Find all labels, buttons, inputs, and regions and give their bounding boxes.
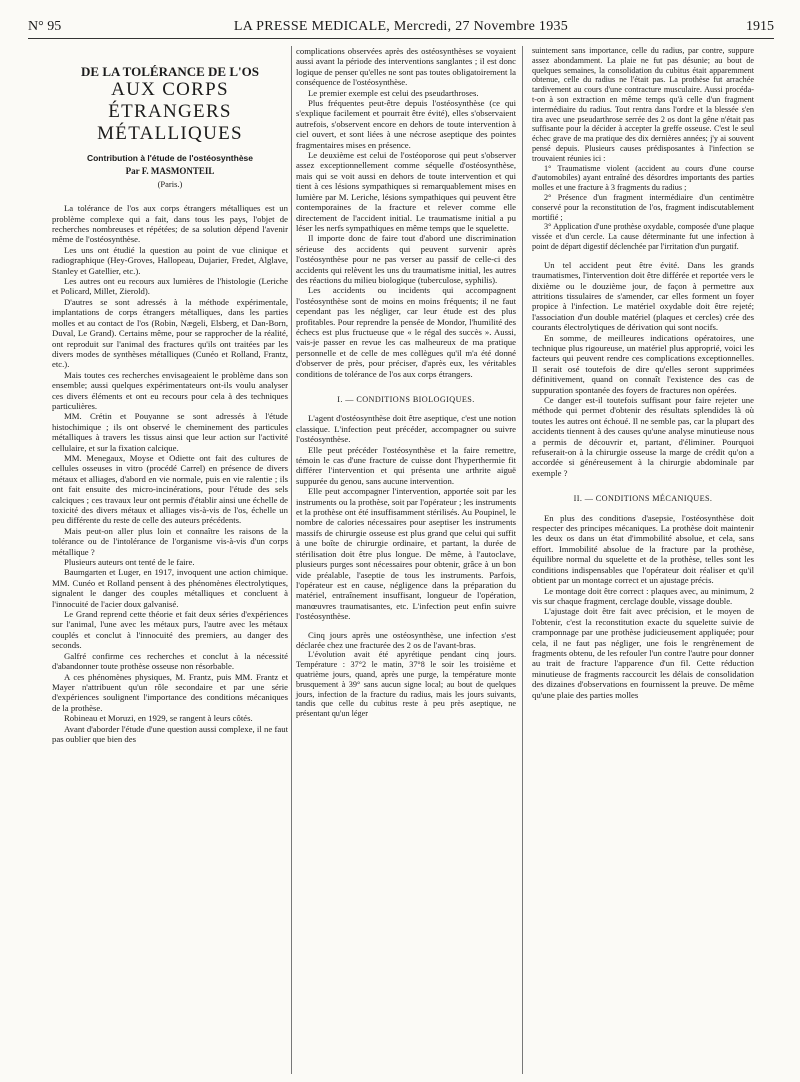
issue-number: N° 95 (28, 19, 62, 34)
paragraph: 3° Application d'une prothèse oxydable, composée d'une plaque vissée et d'un cercle. La cause déterminante fut une infection à point de départ digestif déclenchée par l'irritation d'un purgatif. (532, 222, 754, 251)
paragraph: Mais peut-on aller plus loin et connaître les raisons de la tolérance ou de l'intolérance de l'organisme vis-à-vis d'un corps métallique ? (52, 525, 288, 557)
paragraph: Avant d'aborder l'étude d'une question aussi complexe, il ne faut pas oublier que bien des (52, 723, 288, 744)
paragraph: Galfré confirme ces recherches et conclut à la nécessité d'abandonner toute prothèse osseuse non résorbable. (52, 650, 288, 672)
section-heading: I. — CONDITIONS BIOLOGIQUES. (337, 395, 475, 404)
paragraph: D'autres se sont adressés à la méthode expérimentale, implantations de corps étrangers métalliques, dans les parties molles et au contact de l'os (Robin, Nægeli, Elsberg, et Dan-Born, Duval, Le Grand). Certains même, pour se rapprocher de la réalité, ont reproduit sur l'animal des fractures qu'ils ont traitées par les divers modes de synthèses métalliques (Cunéo et Rolland, Frantz, etc.). (52, 296, 288, 370)
page-header (28, 16, 774, 39)
paragraph: MM. Crétin et Pouyanne se sont adressés à l'étude histochimique ; ils ont observé le cheminement des particules métalliques à travers les tissus ainsi que leur action sur l'activité cellulaire, et sur la fixation calcique. (52, 411, 288, 453)
paragraph: En somme, de meilleures indications opératoires, une technique plus rigoureuse, un matériel plus approprié, voici les facteurs qui peuvent rendre ces complications exceptionnelles. Il serait osé toutefois de dire qu'elles seront supprimées définitivement, quand on connaît l'existence des cas de suppuration spontanée des foyers de fractures non opérées. (532, 332, 754, 395)
column-2 (296, 46, 516, 1074)
journal-title: LA PRESSE MEDICALE, Mercredi, 27 Novembre 1935 (233, 19, 569, 34)
column-3 (532, 46, 754, 1074)
paragraph: Le deuxième est celui de l'ostéoporose qui peut s'observer assez exceptionnellement comme séquelle d'ostéosynthèse, mais qui se voit aussi en dehors de toute intervention et qui tient à ces lésions sympathiques si remarquablement mises en lumière par M. Leriche, lésions sympathiques qui peuvent être contemporaines de la fracture et relever comme elle directement de l'accident initial. Le traumatisme initial a pu léser les nerfs sympathiques en même temps que le squelette. (296, 150, 516, 233)
article-title-line-3: MÉTALLIQUES (97, 123, 243, 144)
paragraph: Cinq jours après une ostéosynthèse, une infection s'est déclarée chez une fracturée des 2 os de l'avant-bras. (296, 629, 516, 650)
paragraph: L'ajustage doit être fait avec précision, et le moyen de l'obtenir, c'est la reconstitution exacte du squelette suivie de cramponnage par une prothèse judicieusement appliquée; pour cela, il ne faut pas négliger, une fois le rengrènement de fragments obtenu, de les refouler l'un contre l'autre pour donner au trait de fracture l'apparence d'un fil. Cette réduction minutieuse de fragments raccourcit les délais de consolidation des dizaines d'observations en fournissent la preuve. De même qu'une plaie des parties molles (532, 606, 754, 700)
paragraph: Le premier exemple est celui des pseudarthroses. (308, 87, 479, 98)
paragraph: Le montage doit être correct : plaques avec, au minimum, 2 vis sur chaque fragment, cerclage double, vissage double. (532, 585, 754, 606)
article-title-line-2: AUX CORPS ÉTRANGERS (108, 79, 232, 122)
paragraph: Robineau et Moruzi, en 1929, se rangent à leurs côtés. (64, 713, 253, 724)
column-divider (522, 46, 523, 1074)
section-heading: II. — CONDITIONS MÉCANIQUES. (573, 494, 713, 504)
paragraph: Il importe donc de faire tout d'abord une discrimination sérieuse des accidents qui peuvent survenir après l'ostéosynthèse pour ne pas verser au passif de celle-ci des accidents qui relèvent les uns du traumatisme initial, les autres des réactions du milieu biologique (tuberculose, syphilis). (296, 233, 516, 285)
article-city: (Paris.) (157, 178, 183, 189)
paragraph: L'évolution avait été apyrétique pendant cinq jours. Température : 37°2 le matin, 37°8 le soir les troisième et quatrième jours, quand, après une purge, la température monte brusquement à 39° sans aucun signe local; au bout de quelques jours, infection de la fracture du radius, mais les jours suivants, tandis que celle du cubitus reste à peu près aseptique, ne présentant qu'un léger (296, 650, 516, 719)
paragraph: En plus des conditions d'asepsie, l'ostéosynthèse doit respecter des principes mécaniques. La prothèse doit maintenir les deux os dans un état d'immobilité absolue, et cela, sans effort. Immobilité absolue de la fracture par la prothèse, équilibre normal du squelette et de la prothèse, telles sont les conditions indispensables que l'opérateur doit réaliser et qu'il obtient par un montage correct et un ajustage précis. (532, 512, 754, 586)
paragraph: 2° Présence d'un fragment intermédiaire d'un centimètre conservé pour la reconstitution de l'os, fragment indiscutablement mortifié ; (532, 192, 754, 222)
paragraph: Elle peut accompagner l'intervention, apportée soit par les instruments ou la prothèse, soit par l'opérateur ; les instruments et la prothèse ont été insuffisamment stérilisés. Au Poupinel, le nombre de calories nécessaires pour aseptiser les instruments massifs de chirurgie osseuse est plus grand que celui qui suffit à une boîte de chirurgie ordinaire, et partant, la durée de stérilisation doit être plus longue. De même, à l'autoclave, plusieurs purges sont nécessaires pour obtenir, grâce à un bon vide préalable, l'aseptie de tous les instruments. Parfois, l'opérateur est en cause, négligence dans la préparation du matériel, entraînement insuffisant, longueur de l'opération, manœuvres traumatisantes, etc. L'infection peut enfin suivre l'ostéosynthèse. (296, 486, 516, 622)
page-number: 1915 (746, 19, 774, 34)
paragraph: Le Grand reprend cette théorie et fait deux séries d'expériences sur l'animal, l'une avec les métaux purs, l'autre avec les métaux couplés et conclut à l'innocuité des premiers, au danger des seconds. (52, 609, 288, 651)
paragraph: A ces phénomènes physiques, M. Frantz, puis MM. Frantz et Mayer n'attribuent qu'un rôle secondaire et par une série d'expériences soulignent l'importance des conditions mécaniques de la prothèse. (52, 671, 288, 713)
paragraph: MM. Menegaux, Moyse et Odiette ont fait des cultures de cellules osseuses in vitro (procédé Carrel) en présence de divers métaux et alliages, d'abord en vie normale, puis en vie ralentie ; ils ont fait ensuite des micro-incinérations, pour l'étude des sels calciques ; ces travaux leur ont permis d'établir ainsi une échelle de toxicité des divers métaux et alliages vis-à-vis de l'os, échelle un peu différente du reste de celle des auteurs précédents. (52, 452, 288, 526)
column-divider (291, 46, 292, 1074)
paragraph: Elle peut précéder l'ostéosynthèse et la faire remettre, témoin le cas d'une fracture de cuisse dont l'hyperthermie fit différer l'intervention et qui présenta une arthrite aiguë suppurée du genou, sans aucune intervention. (296, 444, 516, 486)
paragraph: complications observées après des ostéosynthèses se voyaient aussi avant la période des interventions sanglantes ; il est donc logique de penser qu'elles ne sont pas toutes obligatoirement la conséquence de l'ostéosynthèse. (296, 46, 516, 88)
paragraph: Les accidents ou incidents qui accompagnent l'ostéosynthèse sont de moins en moins fréquents; il ne faut cependant pas les négliger, car leur étude est des plus profitables. Pour reprendre la pensée de Mondor, l'humilité des échecs est plus fructueuse que « le régal des succès ». Aussi, vais-je passer en revue les cas malheureux de ma pratique personnelle et de celle de mes collègues qu'il m'a été donné d'observer de près, pour préciser, d'après eux, les véritables conditions de tolérance de l'os aux corps étrangers. (296, 285, 516, 379)
paragraph: Un tel accident peut être évité. Dans les grands traumatismes, l'intervention doit être différée et reportée vers le dixième ou le douzième jour, de façon à permettre aux attritions tissulaires de s'amender, car elles forment un foyer propice à l'infection. Le matériel oxydable doit être rejeté; l'association d'un double matériel (plaques et cercles) crée des courants électrolytiques de dérivation qui sont nocifs. (532, 259, 754, 333)
paragraph: L'agent d'ostéosynthèse doit être aseptique, c'est une notion classique. L'infection peut précéder, accompagner ou suivre l'ostéosynthèse. (296, 413, 516, 445)
article-author: Par F. MASMONTEIL (125, 166, 215, 177)
paragraph: Ce danger est-il toutefois suffisant pour faire rejeter une méthode qui permet d'obtenir des résultats splendides là où toutes les autres ont échoué. Il ne semble pas, car la plupart des accidents tiennent à des causes qu'une analyse minutieuse nous a permis de découvrir et, partant, d'éliminer. Pourquoi refuserait-on à la chirurgie osseuse la marge de crédit qu'on a accordée si généreusement à la chirurgie abdominale par exemple ? (532, 395, 754, 478)
paragraph: 1° Traumatisme violent (accident au cours d'une course d'automobiles) ayant entraîné des désordres importants des parties molles et une fracture à 3 fragments du radius ; (532, 163, 754, 193)
paragraph: Mais toutes ces recherches envisageaient le problème dans son ensemble; aussi quelques expérimentateurs ont-ils voulu analyser ces divers éléments et ont eu recours pour cela à des techniques particulières. (52, 369, 288, 411)
paragraph: Plusieurs auteurs ont tenté de le faire. (64, 557, 195, 568)
paragraph: Les autres ont eu recours aux lumières de l'histologie (Leriche et Policard, Millet, Zierold). (52, 276, 288, 297)
paragraph: La tolérance de l'os aux corps étrangers métalliques est un problème complexe qui a fait, dans tous les pays, l'objet de recherches nombreuses et répétées; de sa solution dépend l'avenir même de l'ostéosynthèse. (52, 203, 288, 245)
paragraph: Plus fréquentes peut-être depuis l'ostéosynthèse (ce qui s'explique facilement et pourrait être évité), elles s'observaient autrefois, s'observent encore en dehors de toute intervention à ciel ouvert, et sont liées à une nécrose aseptique des pointes fragmentaires mises en présence. (296, 98, 516, 150)
column-1 (52, 46, 288, 1074)
paragraph: Baumgarten et Luger, en 1917, invoquent une action chimique. MM. Cunéo et Rolland pensent à des phénomènes électrolytiques, signalent le danger des couples métalliques et concluent à l'innocuité de l'acier doux galvanisé. (52, 567, 288, 609)
paragraph: suintement sans importance, celle du radius, par contre, suppure assez abondamment. La plaie ne fut pas désunie; au bout de quelques semaines, la consolidation du cubitus était apparemment obtenue, celle du radius ne l'était pas. La prothèse fut arrachée tardivement au cours d'une contracture musculaire. Aussi procéda-t-on à son extraction en même temps qu'à celle d'un fragment intermédiaire du radius. Tout rentra dans l'ordre et la blessée s'en tira avec une pseudarthrose serrée des 2 os dont la gêne n'était pas suffisante pour la décider à accepter la greffe osseuse. C'est le seul échec grave de ma pratique des dix dernières années; j'y ai souvent pensé depuis. Plusieurs causes prédisposantes à l'infection se trouvaient réunies ici : (532, 46, 754, 163)
article-subtitle: Contribution à l'étude de l'ostéosynthèse (86, 153, 254, 163)
article-title-line-1: DE LA TOLÉRANCE DE L'OS (81, 64, 259, 79)
paragraph: Les uns ont étudié la question au point de vue clinique et radiographique (Hey-Groves, Hallopeau, Dujarier, Fredet, Alglave, Stanley et Gatellier, etc.). (52, 244, 288, 276)
